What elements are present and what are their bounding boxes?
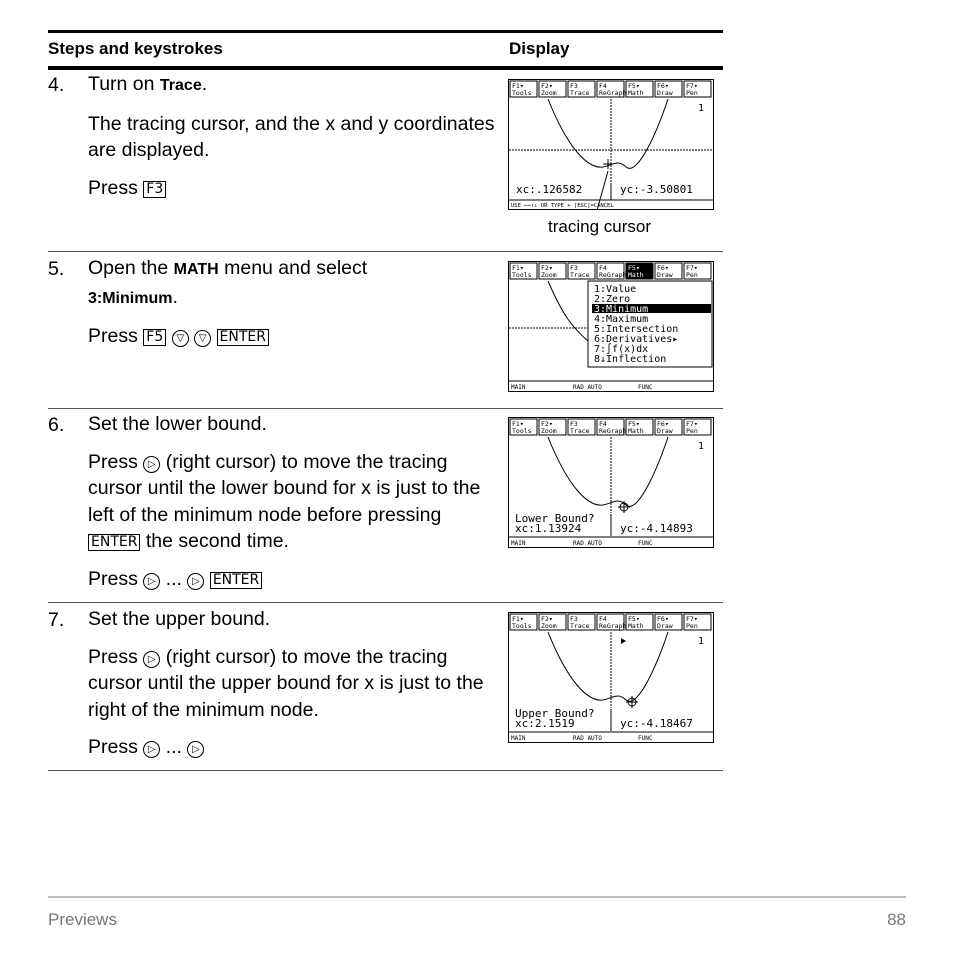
xc-readout: xc:1.13924 <box>515 522 582 535</box>
step-7-press: Press ▷ ... ▷ <box>88 734 498 761</box>
bound-prompt: Upper Bound? <box>515 707 595 720</box>
status-mode: MAIN <box>511 384 526 391</box>
status-angle: RAD AUTO <box>573 540 602 547</box>
toolbar-label: Trace <box>570 271 590 279</box>
toolbar-label: F7▾ <box>686 420 698 428</box>
status-angle: RAD AUTO <box>573 735 602 742</box>
step-number: 7. <box>48 609 65 631</box>
status-mode: MAIN <box>511 540 526 547</box>
right-arrow-key: ▷ <box>143 651 160 668</box>
toolbar-label: F7▾ <box>686 264 698 272</box>
lower-bound-svg <box>508 417 714 548</box>
xc-readout: xc:.126582 <box>516 183 583 196</box>
footer-divider <box>48 896 906 898</box>
f5-key: F5 <box>143 329 166 346</box>
menu-item: 8↓Inflection <box>594 354 667 365</box>
step-number: 6. <box>48 414 65 436</box>
status-graph: FUNC <box>638 384 653 391</box>
upper-bound-svg <box>508 612 714 743</box>
toolbar-label: F2▾ <box>541 420 553 428</box>
col-steps-header: Steps and keystrokes <box>48 39 223 58</box>
toolbar-label: F6▾ <box>657 420 669 428</box>
graph-number: 1 <box>698 441 705 452</box>
menu-item: 3:Minimum <box>594 304 649 315</box>
row-divider <box>48 408 723 409</box>
tracing-cursor-caption: tracing cursor <box>548 217 651 236</box>
status-angle: RAD AUTO <box>573 384 602 391</box>
right-arrow-key: ▷ <box>187 741 204 758</box>
calculator-screen-lower-bound <box>508 417 714 548</box>
toolbar-label: F5▾ <box>628 420 640 428</box>
toolbar-label: F3 <box>570 615 578 623</box>
xc-readout: xc:2.1519 <box>515 717 575 730</box>
step-number: 4. <box>48 74 65 96</box>
toolbar-label: Draw <box>657 89 673 97</box>
step-6-text <box>88 411 498 592</box>
toolbar-label: Pen <box>686 271 698 279</box>
step-6-press: Press ▷ ... ▷ ENTER <box>88 566 498 593</box>
step-5-text <box>88 255 498 350</box>
toolbar-label: Tools <box>512 622 532 630</box>
toolbar-label: ReGraph <box>599 271 627 279</box>
calculator-screen-trace <box>508 79 714 210</box>
toolbar-label: Math <box>628 622 644 630</box>
toolbar-label: Pen <box>686 89 698 97</box>
toolbar-label: Zoom <box>541 271 557 279</box>
yc-readout: yc:-3.50801 <box>620 183 693 196</box>
status-bar: USE ←→↑↓ OR TYPE + [ESC]=CANCEL <box>511 203 614 209</box>
toolbar-label: F3 <box>570 82 578 90</box>
yc-readout: yc:-4.14893 <box>620 522 693 535</box>
toolbar-label: F3 <box>570 420 578 428</box>
toolbar-label: F5▾ <box>628 264 640 272</box>
menu-item: 2:Zero <box>594 294 631 305</box>
f3-key: F3 <box>143 181 166 198</box>
down-arrow-key: ▽ <box>194 330 211 347</box>
right-arrow-key: ▷ <box>143 456 160 473</box>
row-divider <box>48 602 723 603</box>
toolbar-label: F7▾ <box>686 82 698 90</box>
toolbar-label: Draw <box>657 271 673 279</box>
step-5-title: Open the MATH menu and select <box>88 257 368 279</box>
toolbar-label: F5▾ <box>628 615 640 623</box>
toolbar-label: Pen <box>686 427 698 435</box>
step-5-subtitle: 3:Minimum. <box>88 285 178 308</box>
toolbar-label: Pen <box>686 622 698 630</box>
toolbar-label: Zoom <box>541 89 557 97</box>
toolbar-label: F2▾ <box>541 615 553 623</box>
menu-item: 6:Derivatives▸ <box>594 334 679 345</box>
toolbar-label: Draw <box>657 622 673 630</box>
toolbar-label: F1▾ <box>512 615 524 623</box>
toolbar-label: F6▾ <box>657 615 669 623</box>
bound-prompt: Lower Bound? <box>515 512 595 525</box>
toolbar-label: F3 <box>570 264 578 272</box>
calculator-screen-upper-bound <box>508 612 714 743</box>
toolbar-label: Trace <box>570 427 590 435</box>
step-6-desc: Press ▷ (right cursor) to move the tracing cursor until the lower bound for x is just to the left of the minimum node before pressing ENTER the second time. <box>88 450 481 552</box>
status-graph: FUNC <box>638 735 653 742</box>
status-graph: FUNC <box>638 540 653 547</box>
enter-key: ENTER <box>210 572 262 589</box>
toolbar-label: F7▾ <box>686 615 698 623</box>
toolbar-label: Trace <box>570 622 590 630</box>
graph-number: 1 <box>698 103 705 114</box>
page-number: 88 <box>887 910 906 929</box>
toolbar-label: F1▾ <box>512 420 524 428</box>
toolbar-label: F5▾ <box>628 82 640 90</box>
toolbar-label: F1▾ <box>512 264 524 272</box>
step-6-title: Set the lower bound. <box>88 413 267 435</box>
trace-screen-svg <box>508 79 714 210</box>
toolbar-label: F6▾ <box>657 82 669 90</box>
graph-number: 1 <box>698 636 705 647</box>
enter-key: ENTER <box>217 329 269 346</box>
menu-item: 4:Maximum <box>594 314 649 325</box>
toolbar-label: Tools <box>512 427 532 435</box>
right-arrow-key: ▷ <box>187 573 204 590</box>
yc-readout: yc:-4.18467 <box>620 717 693 730</box>
step-7-text <box>88 606 498 761</box>
toolbar-label: Math <box>628 89 644 97</box>
math-menu-svg <box>508 261 714 392</box>
row-divider <box>48 251 723 252</box>
toolbar-label: F6▾ <box>657 264 669 272</box>
step-7-desc: Press ▷ (right cursor) to move the tracing cursor until the upper bound for x is just to the right of the minimum node. <box>88 645 484 721</box>
menu-item: 1:Value <box>594 284 637 295</box>
col-display-header: Display <box>509 39 570 58</box>
toolbar-label: F1▾ <box>512 82 524 90</box>
footer-section: Previews <box>48 910 117 929</box>
toolbar-label: F4 <box>599 264 607 272</box>
right-arrow-key: ▷ <box>143 573 160 590</box>
table-header <box>48 30 723 70</box>
calculator-screen-math-menu <box>508 261 714 392</box>
toolbar-label: F4 <box>599 420 607 428</box>
step-4-title: Turn on Trace. <box>88 73 208 95</box>
toolbar-label: F2▾ <box>541 82 553 90</box>
toolbar-label: Math <box>628 427 644 435</box>
toolbar-label: Tools <box>512 271 532 279</box>
step-4-text <box>88 71 498 201</box>
enter-key: ENTER <box>88 534 140 551</box>
toolbar-label: Math <box>628 271 644 279</box>
step-5-press: Press F5 ▽ ▽ ENTER <box>88 323 498 350</box>
step-7-title: Set the upper bound. <box>88 608 271 630</box>
right-arrow-key: ▷ <box>143 741 160 758</box>
row-divider <box>48 770 723 771</box>
toolbar-label: Tools <box>512 89 532 97</box>
menu-item: 5:Intersection <box>594 324 679 335</box>
toolbar-label: ReGraph <box>599 622 627 630</box>
toolbar-label: Zoom <box>541 622 557 630</box>
toolbar-label: F4 <box>599 82 607 90</box>
down-arrow-key: ▽ <box>172 330 189 347</box>
toolbar-label: Zoom <box>541 427 557 435</box>
step-4-desc: The tracing cursor, and the x and y coordinates are displayed. <box>88 112 495 161</box>
menu-item: 7:∫f(x)dx <box>594 344 649 355</box>
status-mode: MAIN <box>511 735 526 742</box>
toolbar-label: ReGraph <box>599 427 627 435</box>
toolbar-label: ReGraph <box>599 89 627 97</box>
toolbar-label: F4 <box>599 615 607 623</box>
step-number: 5. <box>48 258 65 280</box>
step-4-press: Press F3 <box>88 175 498 202</box>
toolbar-label: F2▾ <box>541 264 553 272</box>
toolbar-label: Draw <box>657 427 673 435</box>
toolbar-label: Trace <box>570 89 590 97</box>
